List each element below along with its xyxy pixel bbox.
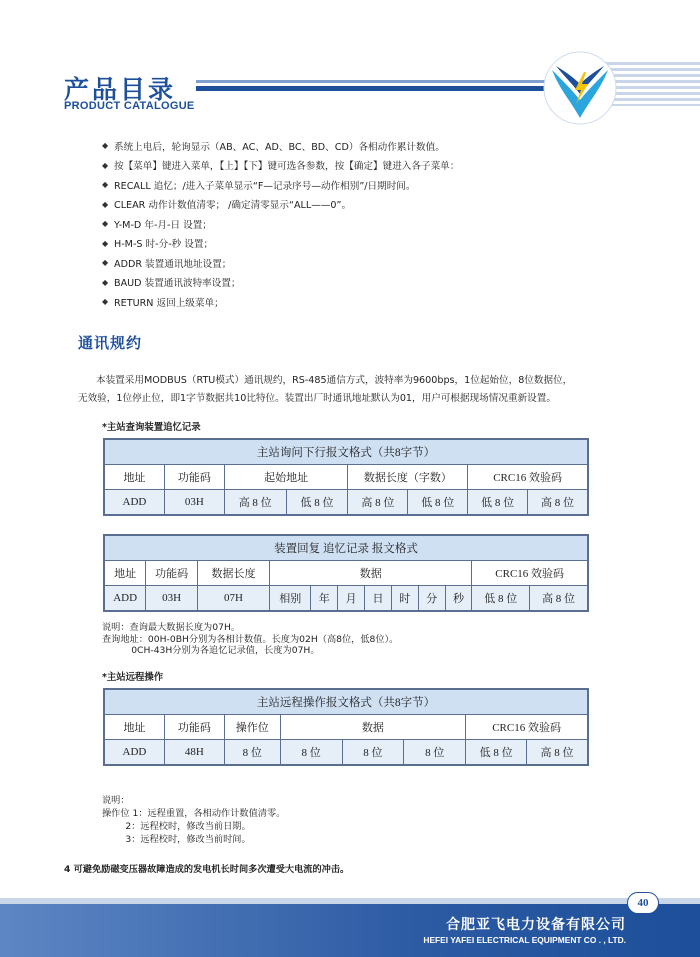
table-header-cell: 功能码 bbox=[164, 715, 224, 740]
diamond-bullet-icon: ◆ bbox=[102, 238, 109, 248]
table-cell: 8 位 bbox=[224, 740, 280, 765]
table-cell: ADD bbox=[105, 586, 146, 611]
table-cell: 03H bbox=[146, 586, 198, 611]
company-name-cn: 合肥亚飞电力设备有限公司 bbox=[446, 917, 626, 933]
table-header-cell: CRC16 效验码 bbox=[472, 561, 588, 586]
page-number: 40 bbox=[627, 892, 659, 914]
table-cell: 低 8 位 bbox=[408, 490, 468, 515]
table-cell: 8 位 bbox=[404, 740, 466, 765]
diamond-bullet-icon: ◆ bbox=[102, 160, 109, 170]
list-item: ◆ RETURN 返回上级菜单； bbox=[102, 297, 224, 309]
diamond-bullet-icon: ◆ bbox=[102, 219, 109, 229]
table-title: 主站询问下行报文格式（共8字节） bbox=[105, 440, 588, 465]
footer-rule bbox=[0, 898, 700, 904]
list-item: ◆ 按【菜单】键进入菜单，【上】【下】键可选各参数，按【确定】键进入各子菜单： bbox=[102, 160, 460, 173]
table-cell: 低 8 位 bbox=[468, 490, 528, 515]
remote-operation-table bbox=[104, 689, 588, 765]
list-item: ◆ H-M-S 时-分-秒 设置； bbox=[102, 238, 214, 251]
table-header-cell: 操作位 bbox=[224, 715, 280, 740]
table-header-cell: 数据 bbox=[270, 561, 472, 586]
list-item: ◆ Y-M-D 年-月-日 设置； bbox=[102, 219, 212, 231]
table-cell: 07H bbox=[197, 586, 269, 611]
list-item: ◆ CLEAR 动作计数值清零； /确定清零显示“ALL——0”。 bbox=[102, 199, 352, 212]
table-cell: 8 位 bbox=[280, 740, 342, 765]
table-header-cell: 数据 bbox=[280, 715, 466, 740]
list-item: ◆ ADDR 装置通讯地址设置； bbox=[102, 258, 232, 270]
list-item: ◆ 系统上电后，轮询显示（AB、AC、AD、BC、BD、CD）各相动作累计数值。 bbox=[102, 141, 445, 153]
table-cell: 高 8 位 bbox=[530, 586, 588, 611]
table-cell: 8 位 bbox=[342, 740, 404, 765]
page-subtitle: PRODUCT CATALOGUE bbox=[64, 100, 195, 112]
table-cell: 高 8 位 bbox=[224, 490, 286, 515]
header-rule-light bbox=[196, 80, 576, 83]
list-item: ◆ RECALL 追忆；/进入子菜单显示“F—记录序号—动作相别”/日期时间。 bbox=[102, 180, 416, 192]
table-cell: 低 8 位 bbox=[466, 740, 527, 765]
table-title: 装置回复 追忆记录 报文格式 bbox=[105, 536, 588, 561]
table-cell: 月 bbox=[338, 586, 365, 611]
paragraph-line: 无效验，1位停止位，即1字节数据共10比特位。装置出厂时通讯地址默认为01，用户可根据现场情况重新设置。 bbox=[78, 393, 556, 404]
table-cell: ADD bbox=[105, 490, 165, 515]
diamond-bullet-icon: ◆ bbox=[102, 297, 109, 307]
diamond-bullet-icon: ◆ bbox=[102, 141, 109, 151]
table-header-cell: 地址 bbox=[105, 561, 146, 586]
table-cell: 相别 bbox=[270, 586, 311, 611]
table-header-cell: CRC16 效验码 bbox=[466, 715, 588, 740]
table-header-cell: 地址 bbox=[105, 465, 165, 490]
bullet-list bbox=[102, 136, 662, 312]
table-cell: 分 bbox=[418, 586, 445, 611]
table-cell: 高 8 位 bbox=[528, 490, 588, 515]
company-logo-icon bbox=[542, 50, 618, 126]
paragraph-line: 本装置采用MODBUS（RTU模式）通讯规约，RS-485通信方式，波特率为9600bps，1位起始位，8位数据位， bbox=[96, 375, 573, 386]
notes-query: 说明：查询最大数据长度为07H。 查询地址：00H-0BH分别为各相计数值。长度为02H（高8位，低8位）。 0CH-43H分别为各追忆记录值，长度为07H。 bbox=[102, 622, 399, 656]
diamond-bullet-icon: ◆ bbox=[102, 180, 109, 190]
table-cell: ADD bbox=[105, 740, 165, 765]
table-cell: 时 bbox=[391, 586, 418, 611]
remote-label: *主站远程操作 bbox=[102, 672, 164, 683]
diamond-bullet-icon: ◆ bbox=[102, 258, 109, 268]
notes-remote: 说明： 操作位 1：远程重置，各相动作计数值清零。 2：远程校时，修改当前日期。 3：远程校时，修改当前时间。 bbox=[102, 795, 286, 845]
company-name-en: HEFEI YAFEI ELECTRICAL EQUIPMENT CO . , LTD. bbox=[423, 935, 626, 945]
section-title: 通讯规约 bbox=[78, 334, 143, 352]
table-header-cell: 功能码 bbox=[164, 465, 224, 490]
header-rule-dark bbox=[196, 86, 576, 91]
list-item: ◆ BAUD 装置通讯波特率设置； bbox=[102, 277, 241, 290]
table-header-cell: 地址 bbox=[105, 715, 165, 740]
table-header-cell: 数据长度（字数） bbox=[348, 465, 468, 490]
table-cell: 日 bbox=[365, 586, 392, 611]
table-cell: 48H bbox=[164, 740, 224, 765]
diamond-bullet-icon: ◆ bbox=[102, 199, 109, 209]
query-request-table bbox=[104, 439, 588, 515]
recall-reply-table bbox=[104, 535, 588, 611]
diamond-bullet-icon: ◆ bbox=[102, 277, 109, 287]
table-cell: 秒 bbox=[445, 586, 472, 611]
table-cell: 低 8 位 bbox=[286, 490, 348, 515]
table-cell: 03H bbox=[164, 490, 224, 515]
table-cell: 高 8 位 bbox=[348, 490, 408, 515]
table-cell: 高 8 位 bbox=[527, 740, 588, 765]
query-label: *主站查询装置追忆记录 bbox=[102, 422, 201, 433]
table-header-cell: 数据长度 bbox=[197, 561, 269, 586]
page-title: 产品目录 bbox=[64, 75, 177, 104]
table-cell: 年 bbox=[311, 586, 338, 611]
table-header-cell: 功能码 bbox=[146, 561, 198, 586]
table-header-cell: CRC16 效验码 bbox=[468, 465, 588, 490]
table-cell: 低 8 位 bbox=[472, 586, 530, 611]
table-title: 主站远程操作报文格式（共8字节） bbox=[105, 690, 588, 715]
footnote: 4 可避免励磁变压器故障造成的发电机长时间多次遭受大电流的冲击。 bbox=[64, 864, 350, 875]
table-header-cell: 起始地址 bbox=[224, 465, 348, 490]
